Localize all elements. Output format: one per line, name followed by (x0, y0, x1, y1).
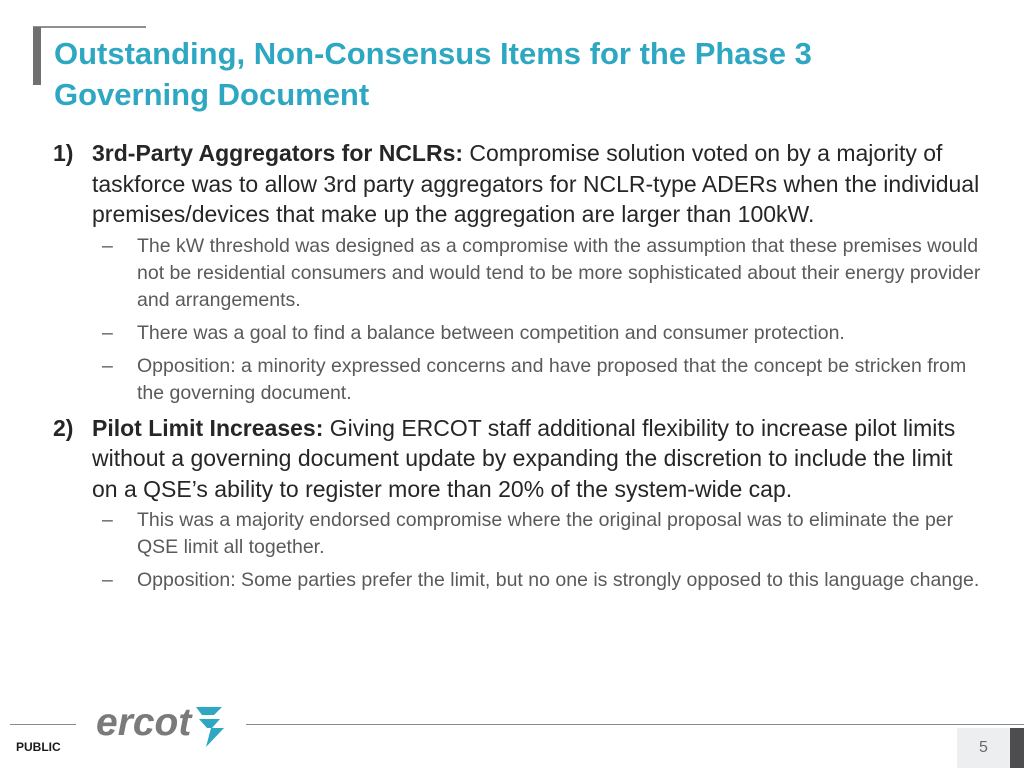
title-accent-bar (33, 27, 41, 85)
item-text: Giving ERCOT staff additional flexibility to increase pilot limits without a governing document update by expanding the discretion to include the limit on a QSE’s ability to register more than 20% of the system-wide cap. (92, 414, 956, 502)
dash-bullet-icon: – (102, 234, 113, 257)
dash-bullet-icon: – (102, 569, 113, 591)
ercot-logo (96, 701, 236, 751)
sub-bullet (92, 567, 983, 594)
item-number: 2) (53, 414, 74, 441)
numbered-item-1 (53, 138, 983, 407)
sub-bullet (92, 233, 983, 314)
sub-bullet (92, 320, 983, 347)
item-lead: 3rd-Party Aggregators for NCLRs: (92, 140, 464, 166)
sub-bullet (92, 353, 983, 407)
sub-bullet-text: This was a majority endorsed compromise where the original proposal was to eliminate the per QSE limit all together. (137, 509, 954, 558)
sub-bullet-text: There was a goal to find a balance between competition and consumer protection. (137, 321, 845, 344)
sub-bullet-text: Opposition: a minority expressed concerns and have proposed that the concept be stricken from the governing document. (137, 354, 967, 404)
dash-bullet-icon: – (102, 509, 113, 531)
slide-content (53, 138, 983, 600)
sub-bullet (92, 507, 983, 561)
dash-bullet-icon: – (102, 354, 113, 377)
title-accent-line (33, 26, 146, 28)
sub-bullet-text: The kW threshold was designed as a compromise with the assumption that these premises would not be residential consumers and would tend to be more sophisticated about their energy provider and arrangements. (137, 234, 981, 311)
logo-text: ercot (96, 701, 192, 744)
page-number-edge (1010, 728, 1024, 768)
sub-bullet-text: Opposition: Some parties prefer the limit, but no one is strongly opposed to this language change. (137, 569, 980, 591)
item-number: 1) (53, 140, 74, 166)
logo-bolt-icon (196, 707, 224, 747)
footer-divider-left (10, 724, 76, 725)
item-lead: Pilot Limit Increases: (92, 414, 324, 441)
dash-bullet-icon: – (102, 321, 113, 344)
item-text: Compromise solution voted on by a majority of taskforce was to allow 3rd party aggregators for NCLR-type ADERs when the individual premises/devices that make up the aggregation are larger than 100kW. (92, 140, 980, 227)
classification-label: PUBLIC (16, 740, 61, 754)
footer-divider-right (246, 724, 1024, 725)
page-number: 5 (957, 728, 1010, 768)
sub-bullet-list (92, 507, 983, 594)
slide-title: Outstanding, Non-Consensus Items for the Phase 3 Governing Document (54, 36, 812, 112)
numbered-item-2 (53, 413, 983, 595)
sub-bullet-list (92, 233, 983, 407)
